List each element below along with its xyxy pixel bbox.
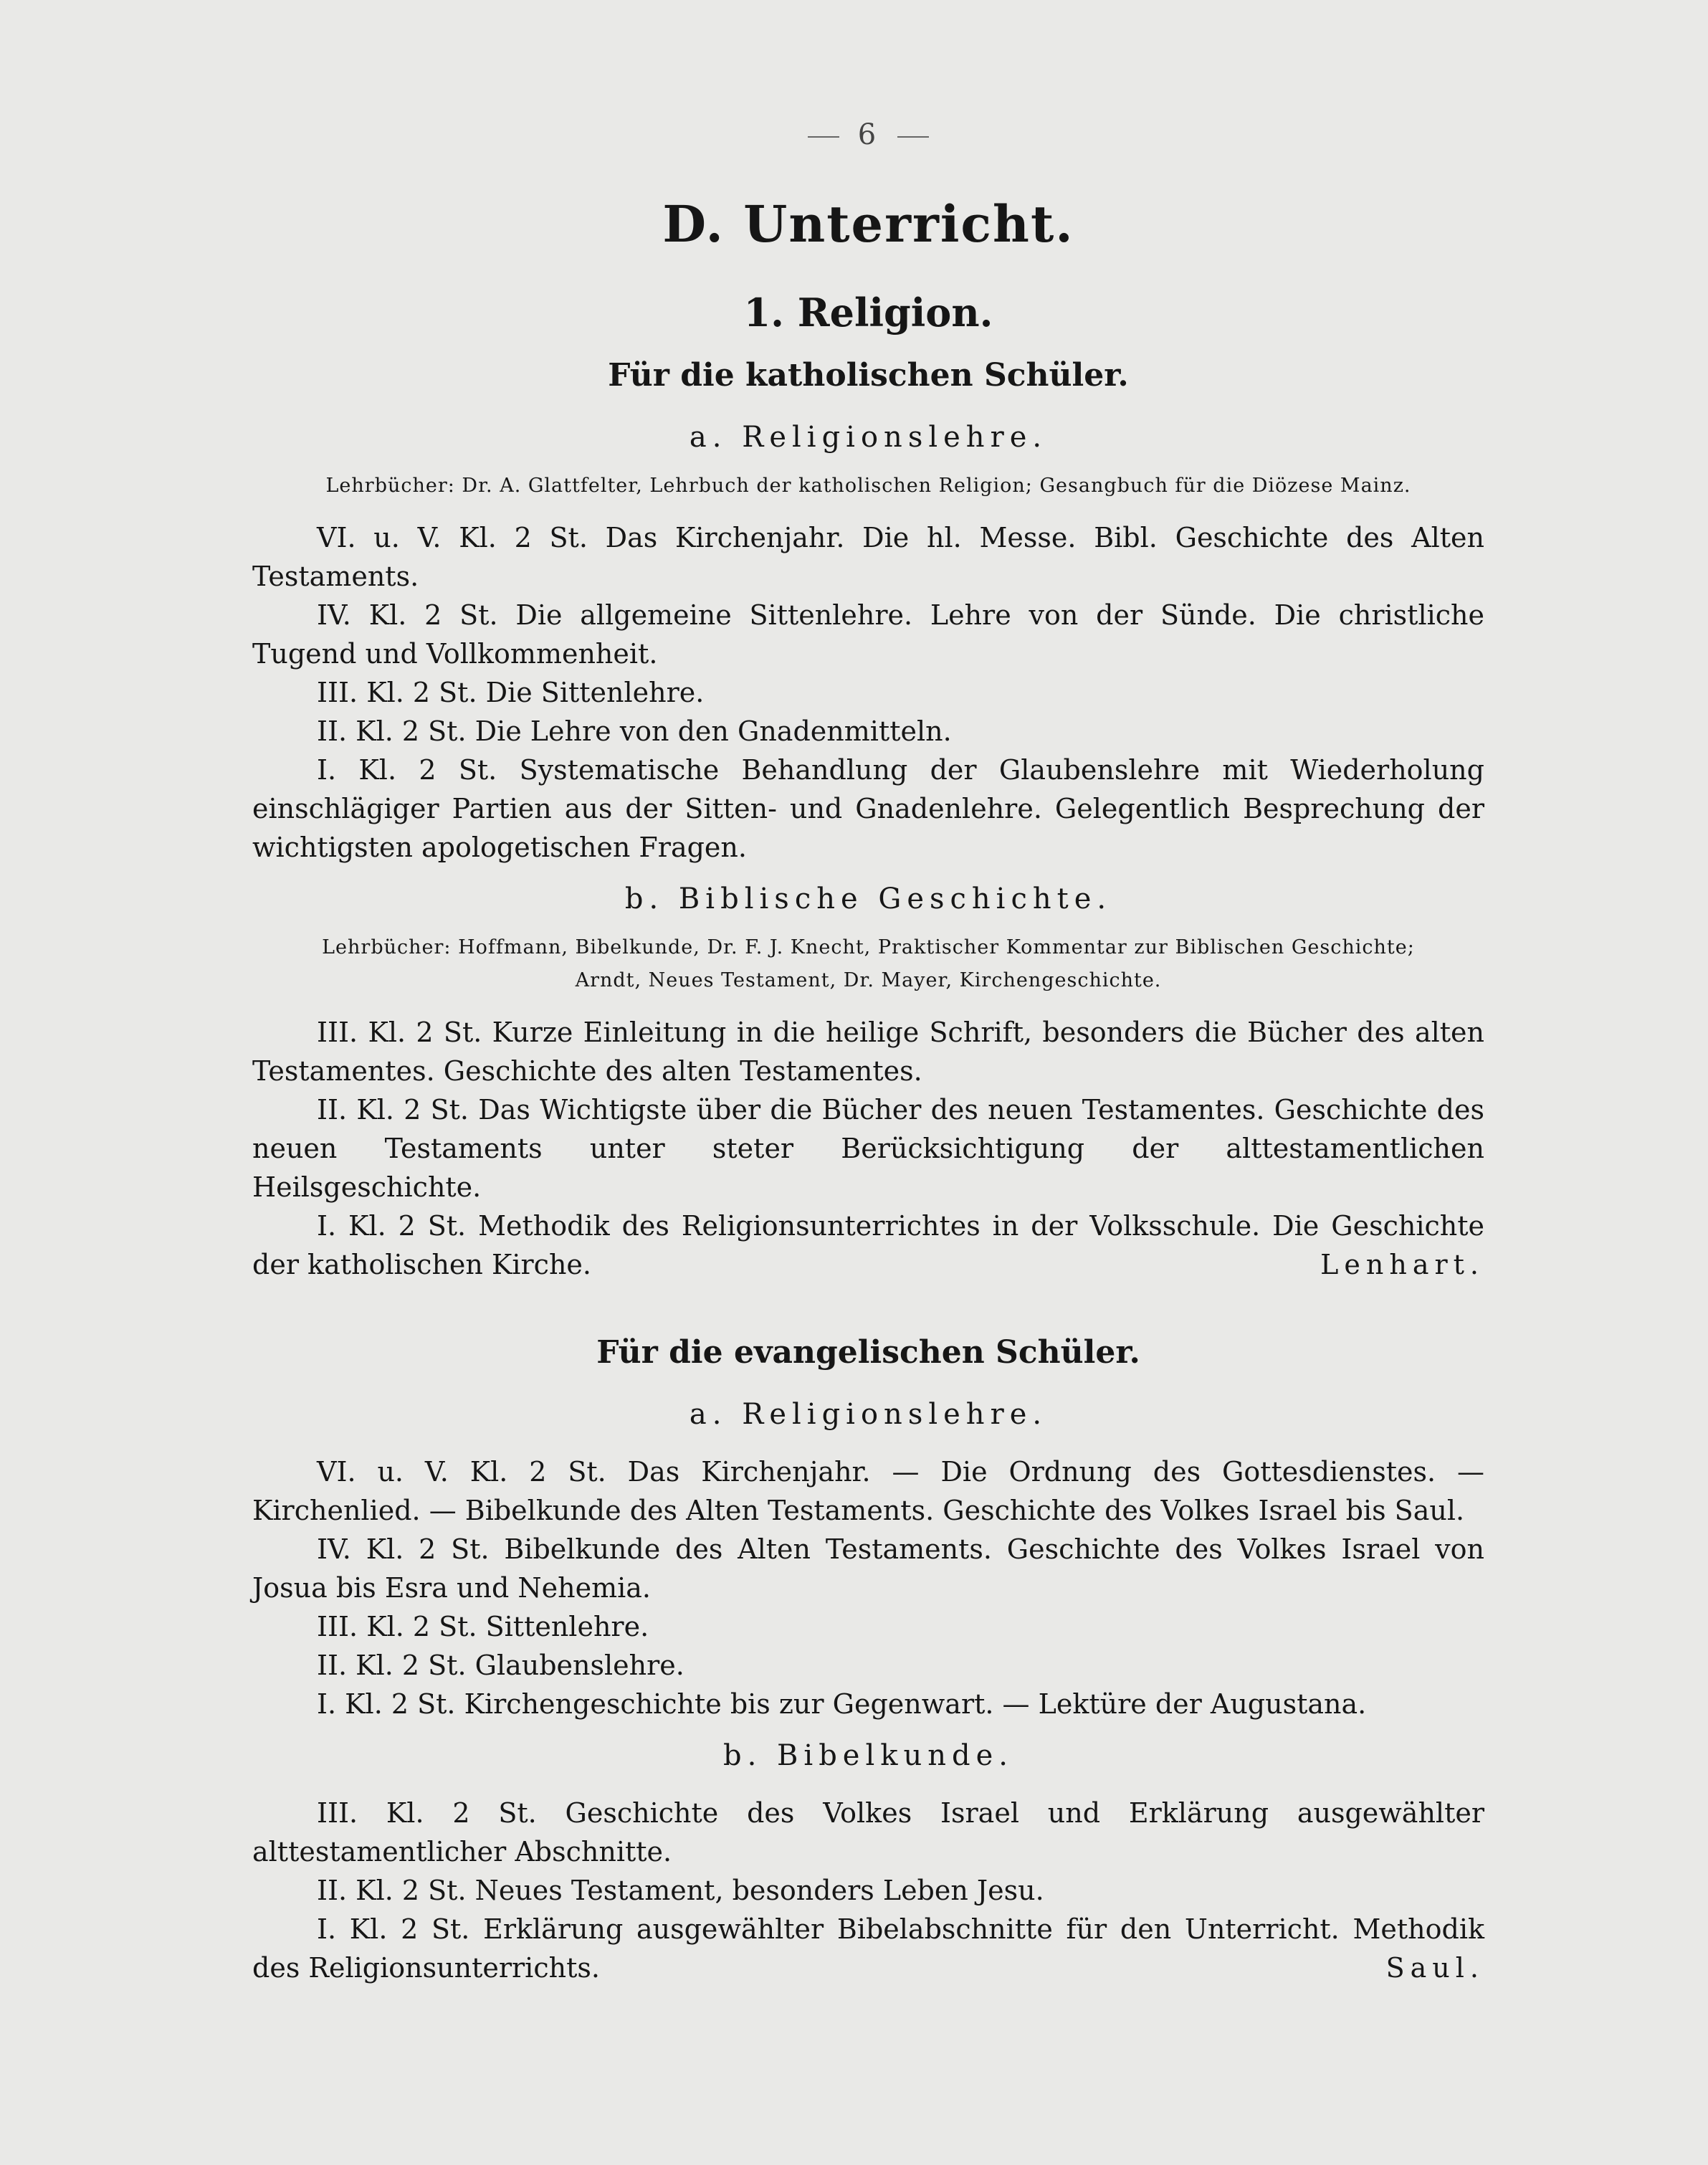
catholic-a-paragraph: IV. Kl. 2 St. Die allgemeine Sittenlehre. Lehre von der Sünde. Die christliche Tugend und Vollkommenheit.	[252, 599, 1484, 670]
evangelical-religionslehre-title: a. Religionslehre.	[689, 1398, 1048, 1431]
catholic-biblische-books-line2: Arndt, Neues Testament, Dr. Mayer, Kirchengeschichte.	[575, 969, 1162, 991]
evangelical-a-paragraph: VI. u. V. Kl. 2 St. Das Kirchenjahr. — Die Ordnung des Gottesdienstes. — Kirchenlied. — Bibelkunde des Alten Testaments. Geschichte des Volkes Israel bis Saul.	[252, 1456, 1484, 1526]
evangelical-heading: Für die evangelischen Schüler.	[596, 1334, 1140, 1371]
page-number	[252, 118, 1484, 151]
catholic-a-paragraph: III. Kl. 2 St. Die Sittenlehre.	[317, 677, 705, 708]
evangelical-b-paragraph: II. Kl. 2 St. Neues Testament, besonders Leben Jesu.	[317, 1875, 1044, 1906]
catholic-b-paragraph: I. Kl. 2 St. Methodik des Religionsunterrichtes in der Volksschule. Die Geschichte der katholischen Kirche.	[252, 1210, 1484, 1280]
evangelical-bibelkunde-title: b. Bibelkunde.	[722, 1739, 1014, 1772]
evangelical-a-paragraph: III. Kl. 2 St. Sittenlehre.	[317, 1611, 649, 1642]
evangelical-signature: Saul.	[1385, 1952, 1484, 1984]
evangelical-a-paragraph: II. Kl. 2 St. Glaubenslehre.	[317, 1650, 684, 1681]
catholic-b-paragraph: III. Kl. 2 St. Kurze Einleitung in die heilige Schrift, besonders die Bücher des alten Testamentes. Geschichte des alten Testamentes.	[252, 1017, 1484, 1087]
evangelical-a-paragraph: IV. Kl. 2 St. Bibelkunde des Alten Testaments. Geschichte des Volkes Israel von Josua bis Esra und Nehemia.	[252, 1533, 1484, 1604]
page-number-dash-right	[897, 136, 929, 138]
catholic-b-paragraph: II. Kl. 2 St. Das Wichtigste über die Bücher des neuen Testamentes. Geschichte des neuen Testaments unter steter Berücksichtigung der alttestamentlichen Heilsgeschichte.	[252, 1094, 1484, 1203]
page-number-text: 6	[857, 118, 879, 151]
page-number-dash-left	[808, 136, 839, 138]
evangelical-b-paragraph: III. Kl. 2 St. Geschichte des Volkes Israel und Erklärung ausgewählter alttestamentlicher Abschnitte.	[252, 1797, 1484, 1867]
catholic-a-paragraph: I. Kl. 2 St. Systematische Behandlung der Glaubenslehre mit Wiederholung einschlägiger Partien aus der Sitten- und Gnadenlehre. Gelegentlich Besprechung der wichtigsten apologetischen Fragen.	[252, 754, 1484, 863]
catholic-religionslehre-title: a. Religionslehre.	[689, 421, 1048, 454]
catholic-biblische-books-line1: Lehrbücher: Hoffmann, Bibelkunde, Dr. F. J. Knecht, Praktischer Kommentar zur Biblischen Geschichte;	[322, 936, 1415, 958]
catholic-heading: Für die katholischen Schüler.	[608, 357, 1129, 394]
catholic-a-paragraph: II. Kl. 2 St. Die Lehre von den Gnadenmitteln.	[317, 715, 952, 747]
catholic-a-paragraph: VI. u. V. Kl. 2 St. Das Kirchenjahr. Die hl. Messe. Bibl. Geschichte des Alten Testaments.	[252, 522, 1484, 592]
catholic-signature: Lenhart.	[1320, 1249, 1484, 1280]
page-title: D. Unterricht.	[662, 194, 1074, 254]
evangelical-a-paragraph: I. Kl. 2 St. Kirchengeschichte bis zur Gegenwart. — Lektüre der Augustana.	[317, 1688, 1367, 1720]
section-title: 1. Religion.	[743, 290, 993, 336]
catholic-religionslehre-books: Lehrbücher: Dr. A. Glattfelter, Lehrbuch der katholischen Religion; Gesangbuch für die Diözese Mainz.	[325, 475, 1411, 497]
evangelical-b-paragraph: I. Kl. 2 St. Erklärung ausgewählter Bibelabschnitte für den Unterricht. Methodik des Religionsunterrichts.	[252, 1913, 1484, 1984]
catholic-biblische-geschichte-title: b. Biblische Geschichte.	[624, 882, 1112, 915]
